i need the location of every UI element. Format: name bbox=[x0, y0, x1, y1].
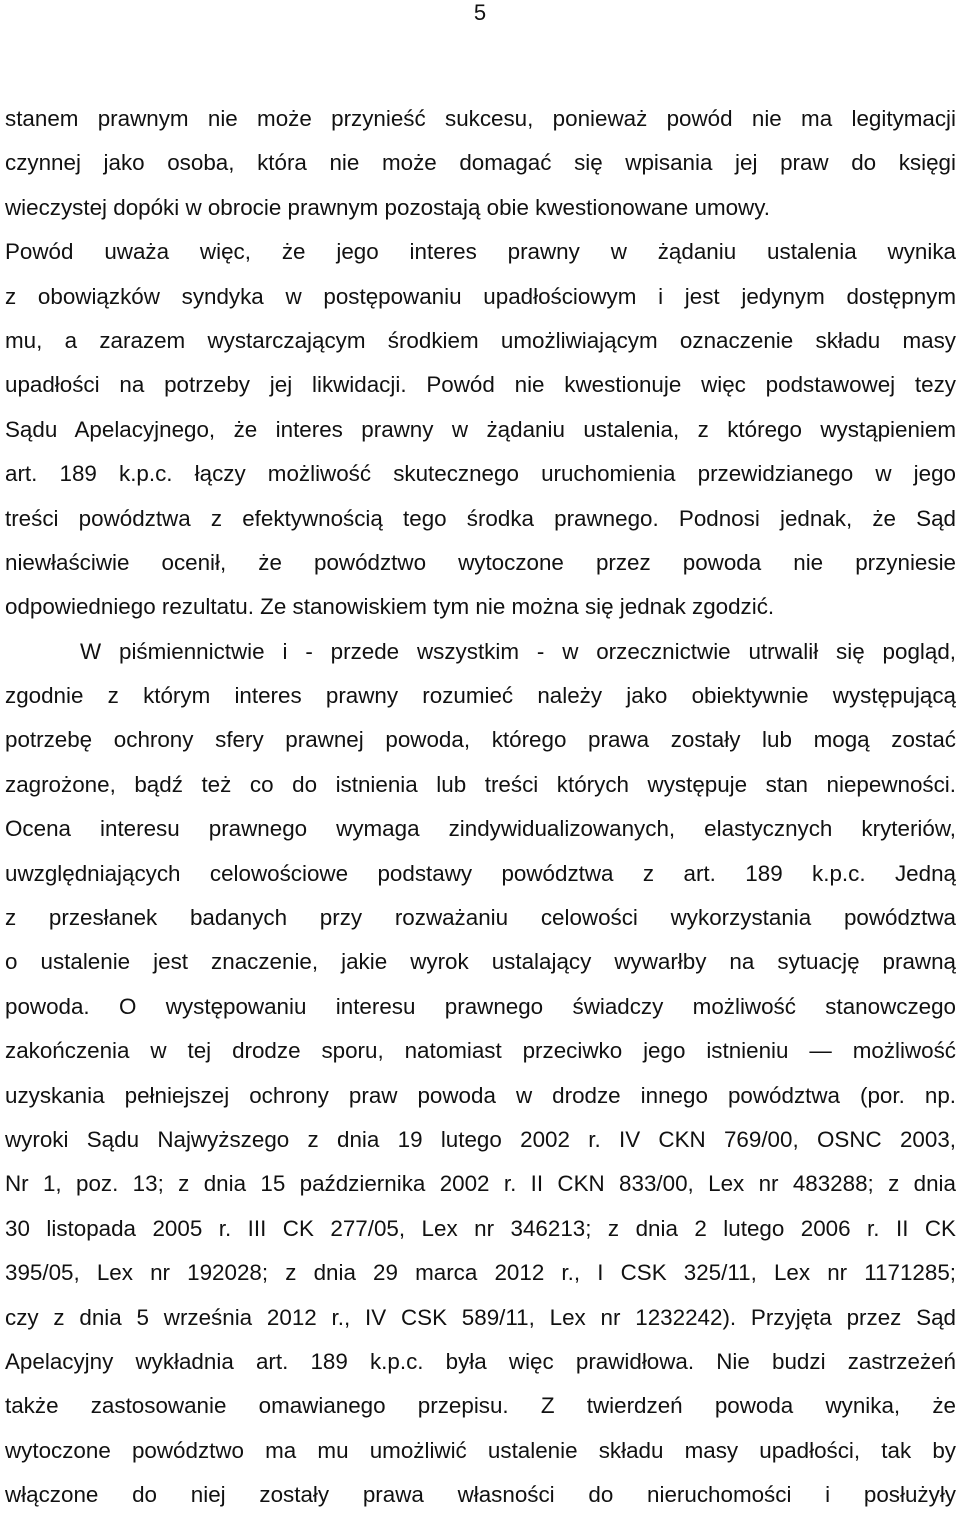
text-line: Nr 1, poz. 13; z dnia 15 października 2002 r. II CKN 833/00, Lex nr 483288; z dnia bbox=[5, 1171, 956, 1197]
text-line: zagrożone, bądź też co do istnienia lub treści których występuje stan niepewności. bbox=[5, 771, 956, 797]
text-line: upadłości na potrzeby jej likwidacji. Powód nie kwestionuje więc podstawowej tezy bbox=[5, 372, 956, 398]
text-line: wyroki Sądu Najwyższego z dnia 19 lutego 2002 r. IV CKN 769/00, OSNC 2003, bbox=[5, 1126, 956, 1152]
text-line: zgodnie z którym interes prawny rozumieć należy jako obiektywnie występującą bbox=[5, 683, 956, 709]
text-line: uwzględniających celowościowe podstawy powództwa z art. 189 k.p.c. Jedną bbox=[5, 860, 956, 886]
text-line: wieczystej dopóki w obrocie prawnym pozostają obie kwestionowane umowy. bbox=[5, 194, 770, 220]
text-line: z przesłanek badanych przy rozważaniu celowości wykorzystania powództwa bbox=[5, 905, 956, 931]
text-line: powoda. O występowaniu interesu prawnego świadczy możliwość stanowczego bbox=[5, 993, 956, 1019]
document-body bbox=[5, 97, 956, 1518]
text-line: 395/05, Lex nr 192028; z dnia 29 marca 2012 r., I CSK 325/11, Lex nr 1171285; bbox=[5, 1260, 956, 1286]
text-line: Sądu Apelacyjnego, że interes prawny w żądaniu ustalenia, z którego wystąpieniem bbox=[5, 416, 956, 442]
text-line: wytoczone powództwo ma mu umożliwić ustalenie składu masy upadłości, tak by bbox=[5, 1437, 956, 1463]
text-line: z obowiązków syndyka w postępowaniu upadłościowym i jest jedynym dostępnym bbox=[5, 283, 956, 309]
text-line: o ustalenie jest znaczenie, jakie wyrok ustalający wywarłby na sytuację prawną bbox=[5, 949, 956, 975]
text-line: W piśmiennictwie i - przede wszystkim - w orzecznictwie utrwalił się pogląd, bbox=[80, 638, 956, 664]
text-line: włączone do niej zostały prawa własności do nieruchomości i posłużyły bbox=[5, 1482, 956, 1508]
text-line: niewłaściwie ocenił, że powództwo wytoczone przez powoda nie przyniesie bbox=[5, 549, 956, 575]
text-line: czynnej jako osoba, która nie może domagać się wpisania jej praw do księgi bbox=[5, 150, 956, 176]
text-line: treści powództwa z efektywnością tego środka prawnego. Podnosi jednak, że Sąd bbox=[5, 505, 956, 531]
text-line: czy z dnia 5 września 2012 r., IV CSK 589/11, Lex nr 1232242). Przyjęta przez Sąd bbox=[5, 1304, 956, 1330]
text-line: Powód uważa więc, że jego interes prawny w żądaniu ustalenia wynika bbox=[5, 239, 956, 265]
text-line: odpowiedniego rezultatu. Ze stanowiskiem tym nie można się jednak zgodzić. bbox=[5, 594, 775, 620]
text-line: art. 189 k.p.c. łączy możliwość skutecznego uruchomienia przewidzianego w jego bbox=[5, 461, 956, 487]
text-line: zakończenia w tej drodze sporu, natomiast przeciwko jego istnieniu — możliwość bbox=[5, 1038, 956, 1064]
text-line: 30 listopada 2005 r. III CK 277/05, Lex nr 346213; z dnia 2 lutego 2006 r. II CK bbox=[5, 1215, 956, 1241]
page-number: 5 bbox=[473, 0, 487, 25]
text-line: mu, a zarazem wystarczającym środkiem umożliwiającym oznaczenie składu masy bbox=[5, 327, 956, 353]
text-line: także zastosowanie omawianego przepisu. Z twierdzeń powoda wynika, że bbox=[5, 1393, 956, 1419]
text-line: uzyskania pełniejszej ochrony praw powoda w drodze innego powództwa (por. np. bbox=[5, 1082, 956, 1108]
text-line: potrzebę ochrony sfery prawnej powoda, którego prawa zostały lub mogą zostać bbox=[5, 727, 956, 753]
text-line: Ocena interesu prawnego wymaga zindywidualizowanych, elastycznych kryteriów, bbox=[5, 816, 956, 842]
text-line: stanem prawnym nie może przynieść sukcesu, ponieważ powód nie ma legitymacji bbox=[5, 106, 956, 131]
text-line: Apelacyjny wykładnia art. 189 k.p.c. była więc prawidłowa. Nie budzi zastrzeżeń bbox=[5, 1348, 956, 1374]
